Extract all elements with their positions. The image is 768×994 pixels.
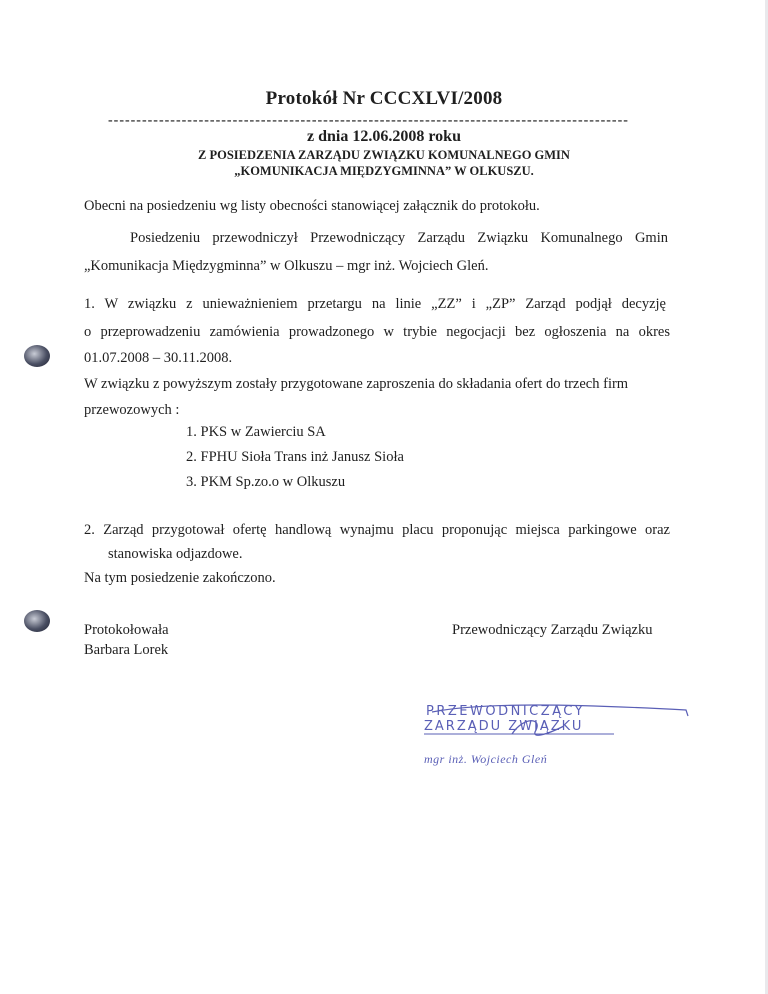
- firm-list-item-2: 2. FPHU Sioła Trans inż Janusz Sioła: [186, 449, 404, 465]
- chairman-signature-block: [452, 620, 652, 640]
- stamp-line-2: ZARZĄDU ZWIĄZKU: [424, 719, 584, 734]
- chair-paragraph-line-2: „Komunikacja Międzygminna” w Olkuszu – mgr inż. Wojciech Gleń.: [84, 258, 489, 274]
- item1-line-1: 1. W związku z unieważnieniem przetargu na linie „ZZ” i „ZP” Zarząd podjął decyzję: [84, 296, 666, 312]
- item1-line-2: o przeprowadzeniu zamówienia prowadzonego w trybie negocjacji bez ogłoszenia na okres: [84, 324, 670, 340]
- stamp-line-1: PRZEWODNICZĄCY: [426, 704, 586, 719]
- item1-line-5: przewozowych :: [84, 402, 180, 418]
- item1-line-3: 01.07.2008 – 30.11.2008.: [84, 350, 233, 366]
- item1-line-4: W związku z powyższym zostały przygotowane zaproszenia do składania ofert do trzech firm: [84, 376, 629, 392]
- chairman-role: Przewodniczący Zarządu Związku: [452, 622, 653, 638]
- protocol-date: z dnia 12.06.2008 roku: [307, 128, 461, 145]
- closing-sentence: Na tym posiedzenie zakończono.: [84, 570, 276, 586]
- protocol-title: Protokół Nr CCCXLVI/2008: [265, 88, 503, 109]
- firm-list-item-3: 3. PKM Sp.zo.o w Olkuszu: [186, 474, 346, 490]
- item2-line-2: stanowiska odjazdowe.: [108, 546, 243, 562]
- subtitle-line-1: Z POSIEDZENIA ZARZĄDU ZWIĄZKU KOMUNALNEGO GMIN: [198, 148, 570, 162]
- firm-list-item-1: 1. PKS w Zawierciu SA: [186, 424, 326, 440]
- attendance-paragraph: Obecni na posiedzeniu wg listy obecności stanowiącej załącznik do protokołu.: [84, 198, 540, 214]
- subtitle-line-2: „KOMUNIKACJA MIĘDZYGMINNA” W OLKUSZU.: [234, 164, 534, 178]
- stamp-name: mgr inż. Wojciech Gleń: [424, 752, 548, 766]
- chair-paragraph-line-1: Posiedzeniu przewodniczył Przewodniczący Zarządu Związku Komunalnego Gmin: [130, 230, 668, 246]
- recorder-signature-block: [84, 620, 169, 660]
- punch-hole-top: [24, 345, 50, 367]
- title-divider: --------------------------------------------------------------------------------------------: [108, 113, 629, 128]
- recorder-name: Barbara Lorek: [84, 642, 169, 658]
- punch-hole-bottom: [24, 610, 50, 632]
- official-stamp: [424, 704, 694, 754]
- item2-line-1: 2. Zarząd przygotował ofertę handlową wynajmu placu proponując miejsca parkingowe oraz: [84, 522, 670, 538]
- recorder-role: Protokołowała: [84, 622, 169, 638]
